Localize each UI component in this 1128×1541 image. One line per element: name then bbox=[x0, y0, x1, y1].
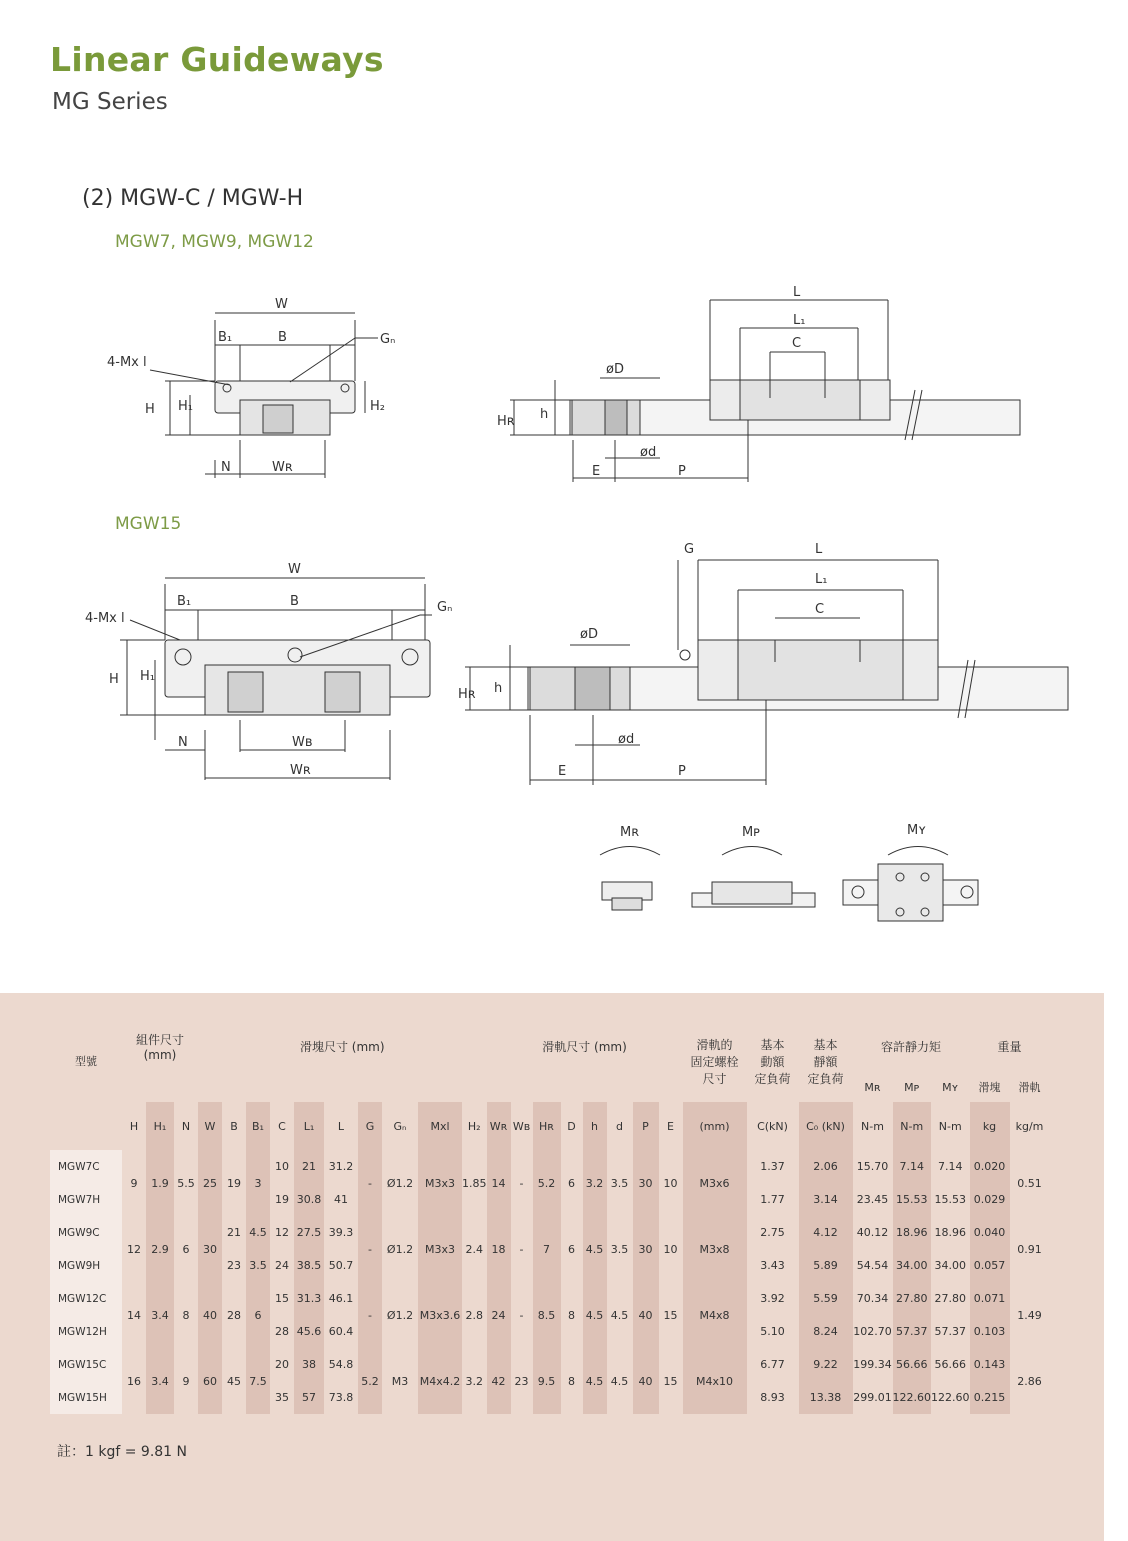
table-cell: 8.5 bbox=[533, 1282, 561, 1348]
column-header: Hʀ bbox=[533, 1102, 561, 1150]
table-cell: 30 bbox=[633, 1216, 659, 1282]
footnote: 註：1 kgf = 9.81 N bbox=[57, 1444, 188, 1460]
table-cell: - bbox=[358, 1150, 382, 1216]
group-rail: 滑軌尺寸 (mm) bbox=[542, 1039, 627, 1054]
column-header: kg bbox=[970, 1102, 1010, 1150]
sub-MR: Mʀ bbox=[864, 1080, 881, 1094]
models-small-label: MGW7, MGW9, MGW12 bbox=[115, 232, 314, 252]
table-cell: 60 bbox=[198, 1348, 222, 1414]
table-cell: 28 bbox=[227, 1308, 241, 1322]
model-header: 型號 bbox=[75, 1055, 97, 1068]
column-header: (mm) bbox=[683, 1102, 747, 1150]
label-C-large: C bbox=[815, 602, 825, 617]
table-cell: 30 bbox=[633, 1150, 659, 1216]
label-Gn: Gₙ bbox=[380, 332, 396, 347]
table-cell: 23.45 bbox=[856, 1193, 889, 1206]
column-header: C₀ (kN) bbox=[799, 1102, 853, 1150]
label-B: B bbox=[278, 330, 287, 345]
column-header: W bbox=[198, 1102, 222, 1150]
column-header: N-m bbox=[893, 1102, 932, 1150]
table-cell: 1.37 bbox=[760, 1160, 785, 1173]
label-d-large: ød bbox=[618, 732, 635, 747]
table-cell: 27.80 bbox=[934, 1292, 966, 1305]
label-L1: L₁ bbox=[793, 313, 806, 328]
label-B1-large: B₁ bbox=[177, 594, 192, 609]
table-cell: - bbox=[519, 1242, 524, 1256]
table-cell: 19 bbox=[227, 1176, 241, 1190]
group-assembly: 組件尺寸 (mm) bbox=[135, 1032, 184, 1062]
models-large-label: MGW15 bbox=[115, 514, 182, 534]
label-MR: Mʀ bbox=[620, 825, 640, 840]
label-B-large: B bbox=[290, 594, 299, 609]
label-H2: H₂ bbox=[370, 399, 385, 414]
group-static: 基本 靜額 定負荷 bbox=[807, 1037, 844, 1086]
table-cell: 40 bbox=[633, 1348, 659, 1414]
table-cell: 18.96 bbox=[934, 1226, 966, 1239]
table-cell: 4.5 bbox=[610, 1374, 629, 1388]
column-header: kg/m bbox=[1015, 1119, 1044, 1133]
table-cell: 122.60 bbox=[893, 1381, 932, 1414]
table-cell: - bbox=[519, 1308, 524, 1322]
model-cell: MGW9H bbox=[50, 1249, 122, 1282]
table-cell: M3 bbox=[391, 1374, 409, 1388]
table-cell: 21 bbox=[294, 1150, 324, 1183]
table-cell: 5.89 bbox=[799, 1249, 853, 1282]
table-cell: 0.040 bbox=[970, 1216, 1010, 1249]
label-P: P bbox=[678, 464, 686, 479]
label-L: L bbox=[793, 285, 801, 300]
section-heading: (2) MGW-C / MGW-H bbox=[82, 186, 304, 211]
table-cell: 5.2 bbox=[358, 1348, 382, 1414]
table-cell: 56.66 bbox=[934, 1358, 966, 1371]
table-cell: 3.92 bbox=[760, 1292, 785, 1305]
table-cell: 13.38 bbox=[799, 1381, 853, 1414]
table-cell: 18.96 bbox=[893, 1216, 932, 1249]
table-cell: M3x8 bbox=[683, 1216, 747, 1282]
label-WR: Wʀ bbox=[272, 460, 293, 475]
label-H1: H₁ bbox=[178, 399, 193, 414]
table-cell: 40 bbox=[633, 1282, 659, 1348]
table-cell: 4.5 bbox=[610, 1308, 629, 1322]
table-cell: 3.4 bbox=[146, 1348, 174, 1414]
table-cell: 42 bbox=[487, 1348, 511, 1414]
table-cell: 0.91 bbox=[1017, 1242, 1042, 1256]
table-cell: 2.8 bbox=[465, 1308, 483, 1322]
column-header: B₁ bbox=[246, 1102, 270, 1150]
label-WR-large: Wʀ bbox=[290, 763, 311, 778]
label-HR-large: Hʀ bbox=[458, 687, 476, 702]
label-Mxl-large: 4-Mx l bbox=[85, 611, 125, 626]
table-cell: 1.77 bbox=[760, 1193, 785, 1206]
table-cell: 21 bbox=[227, 1226, 241, 1239]
table-cell: 57.37 bbox=[934, 1325, 966, 1338]
group-block: 滑塊尺寸 (mm) bbox=[299, 1039, 385, 1054]
table-cell: 38 bbox=[294, 1348, 324, 1381]
column-header: h bbox=[583, 1102, 607, 1150]
column-header: P bbox=[633, 1102, 659, 1150]
column-header: Gₙ bbox=[393, 1119, 407, 1133]
label-WB-large: Wʙ bbox=[292, 735, 313, 750]
table-cell: 0.143 bbox=[970, 1348, 1010, 1381]
table-cell: 15 bbox=[663, 1308, 678, 1322]
table-cell: 12 bbox=[275, 1226, 289, 1239]
table-cell: 45 bbox=[227, 1374, 241, 1388]
table-cell: 3.5 bbox=[610, 1242, 629, 1256]
table-cell: 9.5 bbox=[533, 1348, 561, 1414]
large-block-side-view bbox=[465, 560, 1068, 785]
label-H-large: H bbox=[109, 672, 119, 687]
table-cell: 299.01 bbox=[853, 1391, 892, 1404]
label-E-large: E bbox=[558, 764, 567, 779]
table-cell: 24 bbox=[275, 1259, 289, 1272]
table-cell: 56.66 bbox=[893, 1348, 932, 1381]
sub-MP: Mᴘ bbox=[904, 1080, 920, 1094]
table-cell: 4.5 bbox=[583, 1348, 607, 1414]
label-HR: Hʀ bbox=[497, 414, 515, 429]
table-cell: 3 bbox=[246, 1150, 270, 1216]
label-H1-large: H₁ bbox=[140, 669, 155, 684]
table-cell: 27.5 bbox=[294, 1216, 324, 1249]
label-MY: Mʏ bbox=[907, 823, 927, 838]
model-cell: MGW12C bbox=[50, 1282, 122, 1315]
column-header: d bbox=[616, 1119, 623, 1133]
table-cell: 2.06 bbox=[799, 1150, 853, 1183]
model-cell: MGW12H bbox=[50, 1315, 122, 1348]
table-cell: 19 bbox=[275, 1193, 289, 1206]
label-d: ød bbox=[640, 445, 657, 460]
label-D: øD bbox=[606, 362, 624, 377]
label-L1-large: L₁ bbox=[815, 572, 828, 587]
label-C: C bbox=[792, 336, 802, 351]
column-header: H₁ bbox=[146, 1102, 174, 1150]
column-header: H bbox=[129, 1119, 139, 1133]
sub-rail-weight: 滑軌 bbox=[1018, 1081, 1041, 1094]
table-cell: 9.22 bbox=[799, 1348, 853, 1381]
table-cell: M3x6 bbox=[683, 1150, 747, 1216]
table-cell: 23 bbox=[514, 1374, 529, 1388]
table-cell: 57 bbox=[294, 1381, 324, 1414]
table-cell: 6 bbox=[182, 1242, 190, 1256]
table-cell: 0.51 bbox=[1017, 1176, 1042, 1190]
table-cell: 20 bbox=[275, 1358, 289, 1371]
table-cell: 54.54 bbox=[856, 1259, 889, 1272]
column-header: C(kN) bbox=[757, 1119, 788, 1133]
column-header: G bbox=[358, 1102, 382, 1150]
table-cell: 70.34 bbox=[856, 1292, 889, 1305]
table-cell: 39.3 bbox=[328, 1226, 354, 1239]
table-cell: 6 bbox=[568, 1176, 575, 1190]
table-cell: - bbox=[358, 1282, 382, 1348]
label-D-large: øD bbox=[580, 627, 598, 642]
table-cell: 5.2 bbox=[533, 1150, 561, 1216]
table-cell: 10 bbox=[275, 1160, 289, 1173]
model-cell: MGW15H bbox=[50, 1381, 122, 1414]
table-cell: 8 bbox=[568, 1308, 575, 1322]
table-cell: 15 bbox=[663, 1374, 678, 1388]
table-cell: 28 bbox=[275, 1325, 289, 1338]
label-MP: Mᴘ bbox=[742, 825, 761, 840]
table-cell: M3x3 bbox=[418, 1216, 462, 1282]
table-cell: 45.6 bbox=[294, 1315, 324, 1348]
table-cell: 7.5 bbox=[246, 1348, 270, 1414]
table-cell: 18 bbox=[487, 1216, 511, 1282]
table-cell: 4.5 bbox=[246, 1216, 270, 1249]
table-cell: 6 bbox=[246, 1282, 270, 1348]
table-cell: 10 bbox=[663, 1242, 678, 1256]
sub-block-weight: 滑塊 bbox=[978, 1081, 1001, 1094]
spec-table bbox=[50, 1020, 1050, 1414]
small-block-front-view bbox=[150, 313, 378, 478]
table-cell: 40 bbox=[198, 1282, 222, 1348]
table-cell: 2.75 bbox=[760, 1226, 785, 1239]
table-cell: 7.14 bbox=[938, 1160, 963, 1173]
table-cell: 30 bbox=[198, 1216, 222, 1282]
label-Gn-large: Gₙ bbox=[437, 600, 453, 615]
model-cell: MGW7H bbox=[50, 1183, 122, 1216]
table-cell: 0.029 bbox=[970, 1183, 1010, 1216]
table-cell: Ø1.2 bbox=[386, 1308, 414, 1322]
moment-diagrams bbox=[600, 847, 978, 922]
column-header: E bbox=[667, 1119, 674, 1133]
label-Mxl: 4-Mx l bbox=[107, 355, 147, 370]
label-N: N bbox=[221, 460, 231, 475]
table-cell: 38.5 bbox=[294, 1249, 324, 1282]
table-cell: 15.53 bbox=[934, 1193, 966, 1206]
small-block-side-view bbox=[510, 300, 1020, 482]
label-B1: B₁ bbox=[218, 330, 233, 345]
table-cell: 3.2 bbox=[583, 1150, 607, 1216]
column-header: H₂ bbox=[467, 1119, 481, 1133]
group-weight: 重量 bbox=[997, 1039, 1022, 1054]
table-cell: - bbox=[358, 1216, 382, 1282]
label-h: h bbox=[540, 407, 549, 422]
table-cell: 5.10 bbox=[760, 1325, 785, 1338]
column-header: N-m bbox=[938, 1119, 962, 1133]
table-cell: 30.8 bbox=[294, 1183, 324, 1216]
column-header: N-m bbox=[861, 1119, 884, 1133]
page-title: Linear Guideways bbox=[50, 40, 384, 79]
table-cell: 2.4 bbox=[465, 1242, 483, 1256]
table-cell: 6 bbox=[568, 1242, 575, 1256]
model-cell: MGW7C bbox=[50, 1150, 122, 1183]
table-cell: 4.12 bbox=[799, 1216, 853, 1249]
table-cell: M4x10 bbox=[683, 1348, 747, 1414]
table-cell: 1.9 bbox=[146, 1150, 174, 1216]
large-block-front-view bbox=[120, 578, 432, 780]
column-header: Wʙ bbox=[512, 1119, 531, 1133]
table-cell: 10 bbox=[663, 1176, 678, 1190]
table-cell: M3x3.6 bbox=[418, 1282, 462, 1348]
table-cell: - bbox=[519, 1176, 524, 1190]
label-H: H bbox=[145, 402, 155, 417]
table-cell: 46.1 bbox=[328, 1292, 354, 1305]
table-cell: 3.43 bbox=[760, 1259, 785, 1272]
table-cell: 2.9 bbox=[146, 1216, 174, 1282]
column-header: Wʀ bbox=[487, 1102, 511, 1150]
table-cell: 35 bbox=[275, 1391, 289, 1404]
table-cell: 3.4 bbox=[146, 1282, 174, 1348]
table-cell: 3.5 bbox=[610, 1176, 629, 1190]
group-moment: 容許靜力矩 bbox=[880, 1039, 941, 1054]
table-cell: 31.3 bbox=[294, 1282, 324, 1315]
column-header: C bbox=[278, 1119, 286, 1133]
column-header: L₁ bbox=[294, 1102, 324, 1150]
label-P-large: P bbox=[678, 764, 686, 779]
group-bolt: 滑軌的 固定螺栓 尺寸 bbox=[690, 1037, 739, 1086]
table-cell: 7.14 bbox=[893, 1150, 932, 1183]
table-cell: 8 bbox=[568, 1374, 575, 1388]
table-cell: 3.2 bbox=[465, 1374, 483, 1388]
table-cell: M3x3 bbox=[418, 1150, 462, 1216]
table-cell: 4.5 bbox=[583, 1282, 607, 1348]
table-cell: 73.8 bbox=[328, 1391, 354, 1404]
table-cell: 5.5 bbox=[177, 1176, 195, 1190]
label-L-large: L bbox=[815, 542, 823, 557]
table-cell: 27.80 bbox=[893, 1282, 932, 1315]
model-cell: MGW15C bbox=[50, 1348, 122, 1381]
table-cell: 0.215 bbox=[970, 1381, 1010, 1414]
table-cell: Ø1.2 bbox=[386, 1176, 414, 1190]
table-cell: 25 bbox=[198, 1150, 222, 1216]
table-cell: 8.93 bbox=[760, 1391, 785, 1404]
label-W-large: W bbox=[288, 562, 301, 577]
table-cell: 199.34 bbox=[853, 1358, 892, 1371]
model-cell: MGW9C bbox=[50, 1216, 122, 1249]
table-cell: 50.7 bbox=[328, 1259, 354, 1272]
table-cell: Ø1.2 bbox=[386, 1242, 414, 1256]
table-cell: 3.5 bbox=[246, 1249, 270, 1282]
table-cell: 9 bbox=[182, 1374, 190, 1388]
table-cell: 102.70 bbox=[853, 1325, 892, 1338]
table-cell: 122.60 bbox=[931, 1391, 970, 1404]
table-cell: 14 bbox=[127, 1308, 141, 1322]
column-header: L bbox=[337, 1119, 345, 1133]
table-cell: 31.2 bbox=[328, 1160, 354, 1173]
column-header: N bbox=[181, 1119, 191, 1133]
table-cell: 15 bbox=[275, 1292, 289, 1305]
table-cell: 8 bbox=[182, 1308, 190, 1322]
table-cell: 0.020 bbox=[970, 1150, 1010, 1183]
label-N-large: N bbox=[178, 735, 188, 750]
table-cell: 0.103 bbox=[970, 1315, 1010, 1348]
table-cell: 5.59 bbox=[799, 1282, 853, 1315]
table-cell: M4x8 bbox=[683, 1282, 747, 1348]
table-cell: 8.24 bbox=[799, 1315, 853, 1348]
label-G-large: G bbox=[684, 542, 695, 557]
label-W: W bbox=[275, 297, 288, 312]
table-cell: 0.071 bbox=[970, 1282, 1010, 1315]
table-cell: 34.00 bbox=[934, 1259, 966, 1272]
table-cell: 16 bbox=[127, 1374, 141, 1388]
sub-MY: Mʏ bbox=[942, 1080, 959, 1094]
table-cell: M4x4.2 bbox=[418, 1348, 462, 1414]
column-header: Mxl bbox=[418, 1102, 462, 1150]
group-dynamic: 基本 動額 定負荷 bbox=[754, 1037, 791, 1086]
column-header: D bbox=[567, 1119, 576, 1133]
table-cell: 14 bbox=[487, 1150, 511, 1216]
table-cell: 15.70 bbox=[856, 1160, 889, 1173]
table-cell: 54.8 bbox=[328, 1358, 354, 1371]
table-cell: 7 bbox=[533, 1216, 561, 1282]
table-cell: 24 bbox=[487, 1282, 511, 1348]
table-cell: 4.5 bbox=[583, 1216, 607, 1282]
column-header: B bbox=[230, 1119, 238, 1133]
table-cell: 1.85 bbox=[462, 1176, 487, 1190]
label-E: E bbox=[592, 464, 601, 479]
table-cell: 0.057 bbox=[970, 1249, 1010, 1282]
table-cell: 41 bbox=[334, 1193, 348, 1206]
table-cell: 6.77 bbox=[760, 1358, 785, 1371]
table-cell: 34.00 bbox=[893, 1249, 932, 1282]
table-cell: 3.14 bbox=[799, 1183, 853, 1216]
table-cell: 9 bbox=[130, 1176, 138, 1190]
table-cell: 57.37 bbox=[893, 1315, 932, 1348]
table-cell: 60.4 bbox=[328, 1325, 354, 1338]
table-cell: 23 bbox=[227, 1259, 241, 1272]
table-cell: 40.12 bbox=[856, 1226, 889, 1239]
table-cell: 15.53 bbox=[893, 1183, 932, 1216]
table-cell: 1.49 bbox=[1017, 1308, 1042, 1322]
table-cell: 2.86 bbox=[1017, 1374, 1042, 1388]
table-cell: 12 bbox=[127, 1242, 141, 1256]
page-subtitle: MG Series bbox=[52, 89, 168, 115]
label-h-large: h bbox=[494, 681, 503, 696]
